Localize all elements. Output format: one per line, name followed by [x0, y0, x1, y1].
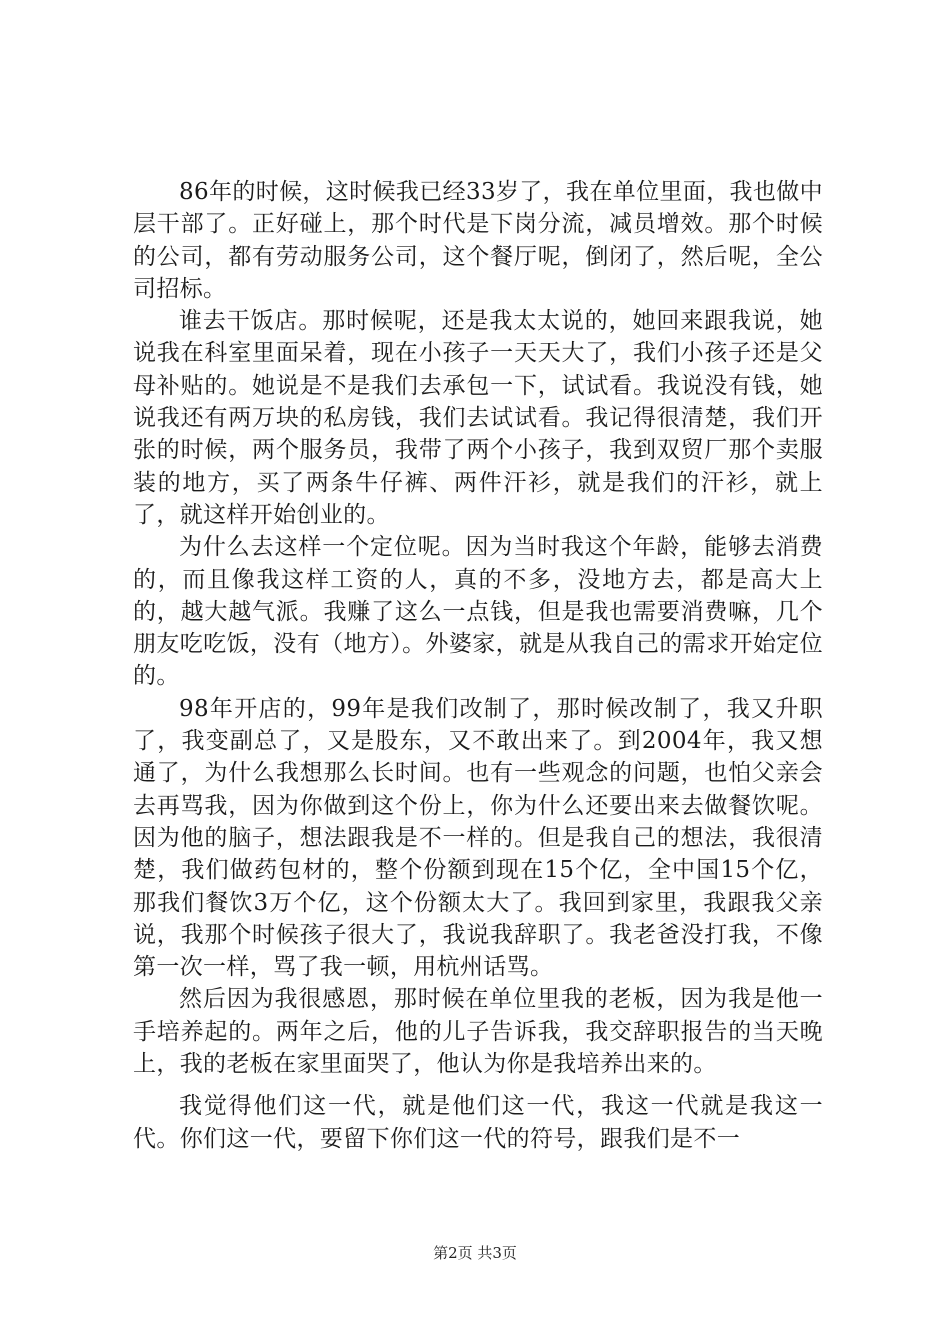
- document-body: [133, 176, 823, 1155]
- paragraph-1: 86年的时候，这时候我已经33岁了，我在单位里面，我也做中层干部了。正好碰上，那个时代是下岗分流，减员增效。那个时候的公司，都有劳动服务公司，这个餐厅呢，倒闭了，然后呢，全公司招标。: [133, 179, 823, 302]
- paragraph-5: 然后因为我很感恩，那时候在单位里我的老板，因为我是他一手培养起的。两年之后，他的儿子告诉我，我交辞职报告的当天晚上，我的老板在家里面哭了，他认为你是我培养出来的。: [133, 986, 823, 1078]
- paragraph-3: 为什么去这样一个定位呢。因为当时我这个年龄，能够去消费的，而且像我这样工资的人，真的不多，没地方去，都是高大上的，越大越气派。我赚了这么一点钱，但是我也需要消费嘛，几个朋友吃吃饭，没有（地方）。外婆家，就是从我自己的需求开始定位的。: [133, 534, 823, 690]
- page-number-footer: 第2页 共3页: [433, 1244, 517, 1262]
- paragraph-2: 谁去干饭店。那时候呢，还是我太太说的，她回来跟我说，她说我在科室里面呆着，现在小孩子一天天大了，我们小孩子还是父母补贴的。她说是不是我们去承包一下，试试看。我说没有钱，她说我还有两万块的私房钱，我们去试试看。我记得很清楚，我们开张的时候，两个服务员，我带了两个小孩子，我到双贸厂那个卖服装的地方，买了两条牛仔裤、两件汗衫，就是我们的汗衫，就上了，就这样开始创业的。: [133, 308, 823, 528]
- paragraph-6: 我觉得他们这一代，就是他们这一代，我这一代就是我这一代。你们这一代，要留下你们这一代的符号，跟我们是不一: [133, 1093, 823, 1152]
- paragraph-4: 98年开店的，99年是我们改制了，那时候改制了，我又升职了，我变副总了，又是股东，又不敢出来了。到2004年，我又想通了，为什么我想那么长时间。也有一些观念的问题，也怕父亲会去再骂我，因为你做到这个份上，你为什么还要出来去做餐饮呢。因为他的脑子，想法跟我是不一样的。但是我自己的想法，我很清楚，我们做药包材的，整个份额到现在15个亿，全中国15个亿，那我们餐饮3万个亿，这个份额太大了。我回到家里，我跟我父亲说，我那个时候孩子很大了，我说我辞职了。我老爸没打我，不像第一次一样，骂了我一顿，用杭州话骂。: [133, 695, 823, 981]
